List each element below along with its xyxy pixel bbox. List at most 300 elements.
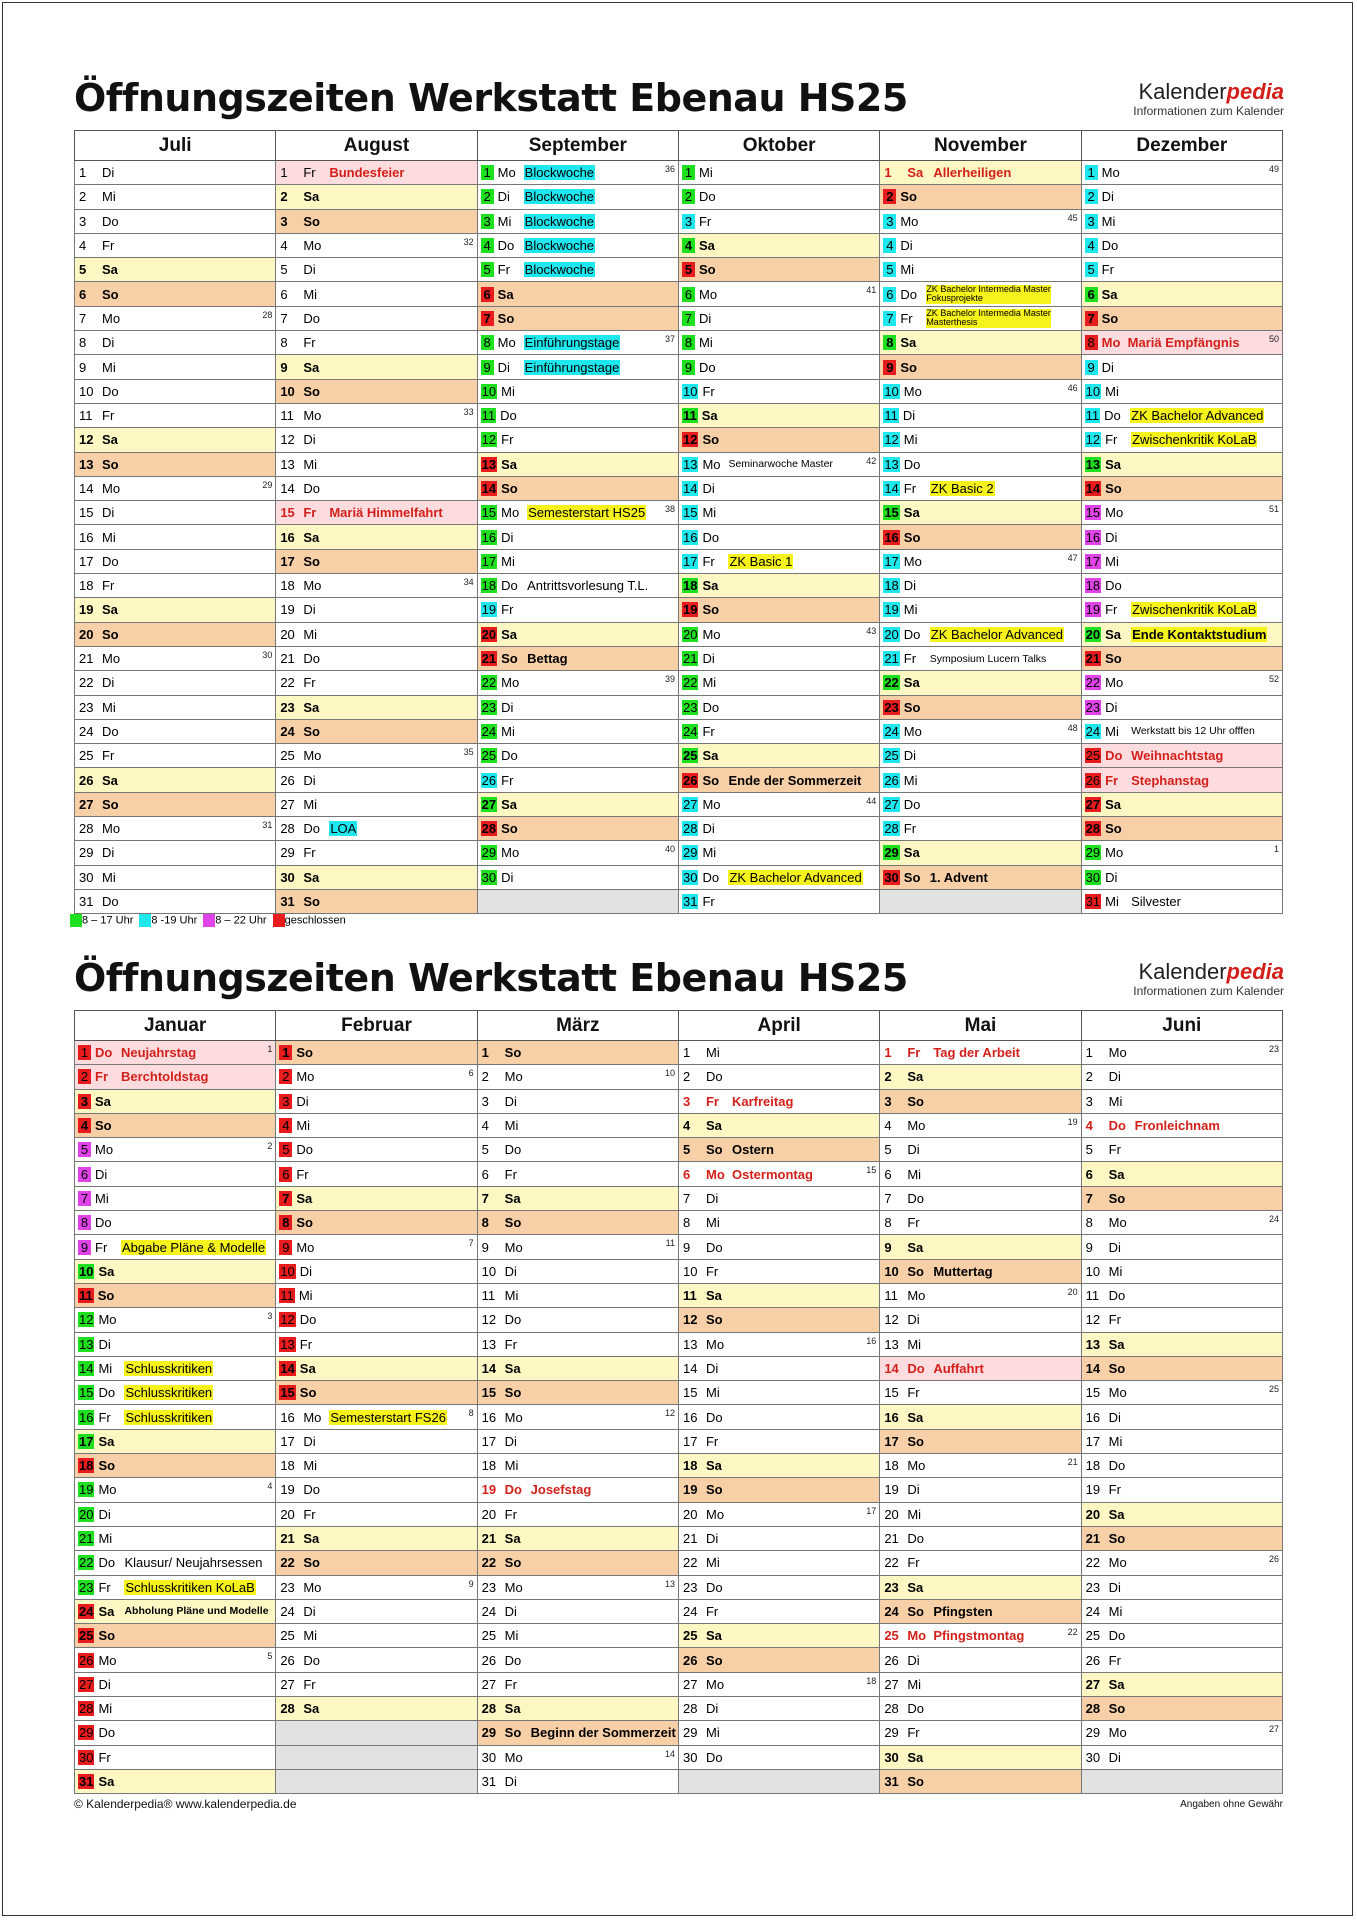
day-cell[interactable] [477,282,678,306]
day-cell[interactable] [1081,1672,1282,1696]
day-cell[interactable] [276,1186,477,1210]
day-cell[interactable] [477,525,678,549]
day-cell[interactable] [678,768,879,792]
day-cell[interactable] [678,817,879,841]
day-cell[interactable] [1081,379,1282,403]
day-cell[interactable] [678,646,879,670]
day-cell[interactable] [678,574,879,598]
day-cell[interactable] [678,1551,879,1575]
day-cell[interactable] [276,574,477,598]
day-cell[interactable] [276,1575,477,1599]
day-cell[interactable] [75,1672,276,1696]
day-cell[interactable] [276,719,477,743]
day-cell[interactable] [477,1429,678,1453]
day-cell[interactable] [75,1624,276,1648]
day-cell[interactable] [477,1721,678,1745]
day-cell[interactable] [477,598,678,622]
day-cell[interactable] [477,1356,678,1380]
day-cell[interactable] [477,695,678,719]
day-cell[interactable] [678,1526,879,1550]
day-cell[interactable] [477,1599,678,1623]
day-cell[interactable] [880,1211,1081,1235]
day-cell[interactable] [477,1138,678,1162]
day-cell[interactable] [678,258,879,282]
day-cell[interactable] [75,1259,276,1283]
day-cell[interactable] [880,1186,1081,1210]
day-cell[interactable] [1081,476,1282,500]
day-cell[interactable] [276,161,477,185]
day-cell[interactable] [1081,1648,1282,1672]
day-cell[interactable] [75,1745,276,1769]
day-cell[interactable] [477,671,678,695]
day-cell[interactable] [880,1599,1081,1623]
day-cell[interactable] [477,1478,678,1502]
day-cell[interactable] [678,185,879,209]
day-cell[interactable] [678,233,879,257]
day-cell[interactable] [880,1259,1081,1283]
day-cell[interactable] [477,1405,678,1429]
day-cell[interactable] [75,1308,276,1332]
day-cell[interactable] [276,1381,477,1405]
day-cell[interactable] [477,428,678,452]
day-cell[interactable] [477,1089,678,1113]
day-cell[interactable] [1081,695,1282,719]
day-cell[interactable] [880,525,1081,549]
day-cell[interactable] [880,1235,1081,1259]
day-cell[interactable] [1081,1405,1282,1429]
day-cell[interactable] [477,355,678,379]
day-cell[interactable] [678,1381,879,1405]
day-cell[interactable] [880,1478,1081,1502]
day-cell[interactable] [678,1502,879,1526]
day-cell[interactable] [880,1113,1081,1137]
day-cell[interactable] [678,792,879,816]
day-cell[interactable] [276,428,477,452]
day-cell[interactable] [477,1308,678,1332]
day-cell[interactable] [477,209,678,233]
day-cell[interactable] [1081,622,1282,646]
day-cell[interactable] [75,1478,276,1502]
day-cell[interactable] [75,476,276,500]
day-cell[interactable] [477,744,678,768]
day-cell[interactable] [1081,1041,1282,1065]
day-cell[interactable] [276,1697,477,1721]
day-cell[interactable] [477,1551,678,1575]
day-cell[interactable] [678,1162,879,1186]
day-cell[interactable] [678,549,879,573]
day-cell[interactable] [880,1697,1081,1721]
day-cell[interactable] [880,1672,1081,1696]
day-cell[interactable] [880,1526,1081,1550]
day-cell[interactable] [477,1381,678,1405]
day-cell[interactable] [75,501,276,525]
day-cell[interactable] [678,1211,879,1235]
day-cell[interactable] [477,258,678,282]
day-cell[interactable] [1081,1575,1282,1599]
day-cell[interactable] [75,1138,276,1162]
day-cell[interactable] [678,282,879,306]
day-cell[interactable] [678,1672,879,1696]
day-cell[interactable] [678,889,879,913]
day-cell[interactable] [1081,1721,1282,1745]
day-cell[interactable] [477,161,678,185]
day-cell[interactable] [678,1356,879,1380]
day-cell[interactable] [880,1551,1081,1575]
day-cell[interactable] [880,233,1081,257]
day-cell[interactable] [75,1356,276,1380]
day-cell[interactable] [678,671,879,695]
day-cell[interactable] [1081,501,1282,525]
day-cell[interactable] [477,1454,678,1478]
day-cell[interactable] [1081,331,1282,355]
day-cell[interactable] [880,622,1081,646]
day-cell[interactable] [75,1405,276,1429]
day-cell[interactable] [477,1113,678,1137]
day-cell[interactable] [880,1065,1081,1089]
day-cell[interactable] [678,355,879,379]
day-cell[interactable] [477,1502,678,1526]
day-cell[interactable] [678,1624,879,1648]
day-cell[interactable] [678,744,879,768]
day-cell[interactable] [880,403,1081,427]
day-cell[interactable] [276,622,477,646]
day-cell[interactable] [477,403,678,427]
day-cell[interactable] [276,282,477,306]
day-cell[interactable] [477,331,678,355]
day-cell[interactable] [1081,1478,1282,1502]
day-cell[interactable] [678,1721,879,1745]
day-cell[interactable] [75,1551,276,1575]
day-cell[interactable] [477,1745,678,1769]
day-cell[interactable] [75,1162,276,1186]
day-cell[interactable] [276,379,477,403]
day-cell[interactable] [880,1769,1081,1793]
day-cell[interactable] [477,1065,678,1089]
day-cell[interactable] [276,1259,477,1283]
day-cell[interactable] [880,331,1081,355]
day-cell[interactable] [678,306,879,330]
day-cell[interactable] [880,1283,1081,1307]
day-cell[interactable] [678,1405,879,1429]
day-cell[interactable] [678,1308,879,1332]
day-cell[interactable] [75,1332,276,1356]
kalenderpedia-logo-2[interactable] [1050,960,1284,998]
day-cell[interactable] [678,865,879,889]
day-cell[interactable] [75,719,276,743]
day-cell[interactable] [1081,671,1282,695]
day-cell[interactable] [276,1599,477,1623]
day-cell[interactable] [75,1769,276,1793]
day-cell[interactable] [678,695,879,719]
day-cell[interactable] [276,1672,477,1696]
day-cell[interactable] [880,428,1081,452]
day-cell[interactable] [75,1186,276,1210]
day-cell[interactable] [477,501,678,525]
day-cell[interactable] [1081,1745,1282,1769]
day-cell[interactable] [678,622,879,646]
day-cell[interactable] [678,1065,879,1089]
day-cell[interactable] [75,1089,276,1113]
day-cell[interactable] [75,574,276,598]
day-cell[interactable] [880,574,1081,598]
day-cell[interactable] [75,622,276,646]
day-cell[interactable] [75,282,276,306]
day-cell[interactable] [75,744,276,768]
day-cell[interactable] [1081,1551,1282,1575]
day-cell[interactable] [880,282,1081,306]
day-cell[interactable] [276,355,477,379]
day-cell[interactable] [276,1283,477,1307]
day-cell[interactable] [276,865,477,889]
day-cell[interactable] [678,1648,879,1672]
day-cell[interactable] [276,525,477,549]
footer-copyright[interactable]: © Kalenderpedia® www.kalenderpedia.de [74,1797,297,1811]
day-cell[interactable] [276,476,477,500]
day-cell[interactable] [880,1381,1081,1405]
day-cell[interactable] [75,817,276,841]
day-cell[interactable] [678,452,879,476]
day-cell[interactable] [880,355,1081,379]
day-cell[interactable] [276,1478,477,1502]
day-cell[interactable] [75,1041,276,1065]
day-cell[interactable] [678,1235,879,1259]
day-cell[interactable] [1081,525,1282,549]
day-cell[interactable] [276,1332,477,1356]
day-cell[interactable] [1081,258,1282,282]
day-cell[interactable] [1081,1162,1282,1186]
day-cell[interactable] [880,1648,1081,1672]
day-cell[interactable] [477,1041,678,1065]
day-cell[interactable] [1081,574,1282,598]
day-cell[interactable] [880,1429,1081,1453]
day-cell[interactable] [880,695,1081,719]
day-cell[interactable] [276,646,477,670]
day-cell[interactable] [477,622,678,646]
day-cell[interactable] [276,1454,477,1478]
day-cell[interactable] [880,1332,1081,1356]
day-cell[interactable] [276,1551,477,1575]
day-cell[interactable] [1081,452,1282,476]
kalenderpedia-logo-1[interactable] [1050,80,1284,118]
day-cell[interactable] [75,1283,276,1307]
day-cell[interactable] [477,1769,678,1793]
day-cell[interactable] [477,1332,678,1356]
day-cell[interactable] [880,646,1081,670]
day-cell[interactable] [678,719,879,743]
day-cell[interactable] [75,1526,276,1550]
day-cell[interactable] [1081,1454,1282,1478]
day-cell[interactable] [75,209,276,233]
day-cell[interactable] [678,1186,879,1210]
day-cell[interactable] [477,1624,678,1648]
day-cell[interactable] [1081,1065,1282,1089]
day-cell[interactable] [276,403,477,427]
day-cell[interactable] [678,841,879,865]
day-cell[interactable] [1081,1697,1282,1721]
day-cell[interactable] [75,379,276,403]
day-cell[interactable] [1081,1381,1282,1405]
day-cell[interactable] [276,1308,477,1332]
day-cell[interactable] [1081,1624,1282,1648]
day-cell[interactable] [678,1478,879,1502]
day-cell[interactable] [276,1089,477,1113]
day-cell[interactable] [880,598,1081,622]
day-cell[interactable] [276,501,477,525]
day-cell[interactable] [880,671,1081,695]
day-cell[interactable] [1081,1599,1282,1623]
day-cell[interactable] [880,185,1081,209]
day-cell[interactable] [276,306,477,330]
day-cell[interactable] [678,1599,879,1623]
day-cell[interactable] [276,889,477,913]
day-cell[interactable] [880,1162,1081,1186]
day-cell[interactable] [678,379,879,403]
day-cell[interactable] [276,1526,477,1550]
day-cell[interactable] [276,1356,477,1380]
day-cell[interactable] [75,768,276,792]
day-cell[interactable] [477,1575,678,1599]
day-cell[interactable] [1081,233,1282,257]
day-cell[interactable] [1081,161,1282,185]
day-cell[interactable] [678,1332,879,1356]
day-cell[interactable] [75,889,276,913]
day-cell[interactable] [880,1721,1081,1745]
day-cell[interactable] [477,1283,678,1307]
day-cell[interactable] [75,1381,276,1405]
day-cell[interactable] [1081,841,1282,865]
day-cell[interactable] [1081,1089,1282,1113]
day-cell[interactable] [1081,428,1282,452]
day-cell[interactable] [678,1041,879,1065]
day-cell[interactable] [276,549,477,573]
day-cell[interactable] [678,1283,879,1307]
day-cell[interactable] [880,161,1081,185]
day-cell[interactable] [1081,1283,1282,1307]
day-cell[interactable] [75,549,276,573]
day-cell[interactable] [276,671,477,695]
day-cell[interactable] [276,1502,477,1526]
day-cell[interactable] [477,1235,678,1259]
day-cell[interactable] [477,185,678,209]
day-cell[interactable] [276,1648,477,1672]
day-cell[interactable] [1081,306,1282,330]
day-cell[interactable] [75,646,276,670]
day-cell[interactable] [276,1235,477,1259]
day-cell[interactable] [880,1405,1081,1429]
day-cell[interactable] [1081,1259,1282,1283]
day-cell[interactable] [477,549,678,573]
day-cell[interactable] [276,1113,477,1137]
day-cell[interactable] [678,428,879,452]
day-cell[interactable] [880,768,1081,792]
day-cell[interactable] [880,476,1081,500]
day-cell[interactable] [678,1429,879,1453]
day-cell[interactable] [75,233,276,257]
day-cell[interactable] [75,403,276,427]
day-cell[interactable] [477,817,678,841]
day-cell[interactable] [1081,1113,1282,1137]
day-cell[interactable] [880,1308,1081,1332]
day-cell[interactable] [477,719,678,743]
day-cell[interactable] [276,744,477,768]
day-cell[interactable] [75,185,276,209]
day-cell[interactable] [276,1138,477,1162]
day-cell[interactable] [678,403,879,427]
day-cell[interactable] [477,792,678,816]
day-cell[interactable] [1081,817,1282,841]
day-cell[interactable] [678,1454,879,1478]
day-cell[interactable] [477,768,678,792]
day-cell[interactable] [678,331,879,355]
day-cell[interactable] [678,598,879,622]
day-cell[interactable] [678,1089,879,1113]
day-cell[interactable] [1081,768,1282,792]
day-cell[interactable] [880,452,1081,476]
day-cell[interactable] [880,258,1081,282]
day-cell[interactable] [75,865,276,889]
day-cell[interactable] [1081,185,1282,209]
day-cell[interactable] [477,452,678,476]
day-cell[interactable] [477,1697,678,1721]
day-cell[interactable] [880,719,1081,743]
day-cell[interactable] [477,1259,678,1283]
day-cell[interactable] [75,695,276,719]
day-cell[interactable] [477,1672,678,1696]
day-cell[interactable] [880,1575,1081,1599]
day-cell[interactable] [75,671,276,695]
day-cell[interactable] [678,1697,879,1721]
day-cell[interactable] [75,1211,276,1235]
day-cell[interactable] [477,1648,678,1672]
day-cell[interactable] [276,452,477,476]
day-cell[interactable] [477,306,678,330]
day-cell[interactable] [276,1429,477,1453]
day-cell[interactable] [880,306,1081,330]
day-cell[interactable] [1081,1308,1282,1332]
day-cell[interactable] [1081,1211,1282,1235]
day-cell[interactable] [1081,719,1282,743]
day-cell[interactable] [1081,549,1282,573]
day-cell[interactable] [1081,1429,1282,1453]
day-cell[interactable] [880,865,1081,889]
day-cell[interactable] [75,1235,276,1259]
day-cell[interactable] [1081,209,1282,233]
day-cell[interactable] [477,1526,678,1550]
day-cell[interactable] [276,233,477,257]
day-cell[interactable] [880,1502,1081,1526]
day-cell[interactable] [75,306,276,330]
day-cell[interactable] [276,331,477,355]
day-cell[interactable] [75,1065,276,1089]
day-cell[interactable] [75,1454,276,1478]
day-cell[interactable] [880,1745,1081,1769]
day-cell[interactable] [477,865,678,889]
day-cell[interactable] [276,695,477,719]
day-cell[interactable] [75,1599,276,1623]
day-cell[interactable] [1081,403,1282,427]
day-cell[interactable] [75,452,276,476]
day-cell[interactable] [1081,1526,1282,1550]
day-cell[interactable] [880,1356,1081,1380]
day-cell[interactable] [75,258,276,282]
day-cell[interactable] [477,574,678,598]
day-cell[interactable] [678,1575,879,1599]
day-cell[interactable] [276,1624,477,1648]
day-cell[interactable] [276,1211,477,1235]
day-cell[interactable] [880,792,1081,816]
day-cell[interactable] [880,1089,1081,1113]
day-cell[interactable] [276,1065,477,1089]
